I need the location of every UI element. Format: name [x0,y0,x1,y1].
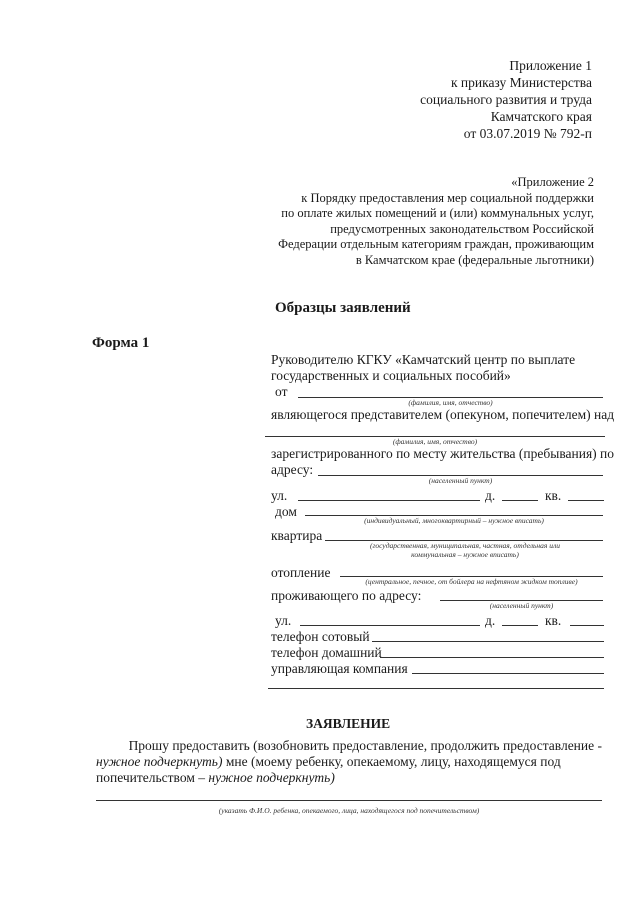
apt-num-line[interactable] [568,500,604,501]
appendix2-line: Федерации отдельным категориям граждан, проживающим [278,237,594,251]
appendix1-line: от 03.07.2019 № 792-п [463,126,592,141]
from-label: от [275,384,288,399]
house2-line[interactable] [502,625,538,626]
house2-label: д. [485,613,496,628]
statement-title: ЗАЯВЛЕНИЕ [306,716,391,731]
street2-label: ул. [275,613,292,628]
appendix1-line: Приложение 1 [509,58,592,73]
home-phone-label: телефон домашний [271,645,382,660]
management-line-2[interactable] [268,688,604,689]
street2-line[interactable] [300,625,480,626]
appendix2-line: предусмотренных законодательством Российской [330,221,594,236]
home-phone-line[interactable] [380,657,604,658]
settlement-hint: (населенный пункт) [428,476,493,485]
apartment-label: квартира [271,528,323,543]
house-label: дом [275,504,297,519]
house-num-line[interactable] [502,500,538,501]
management-label: управляющая компания [271,661,408,676]
house-num-label: д. [485,488,496,503]
appendix2-line: к Порядку предоставления мер социальной поддержки [301,190,594,205]
apartment-hint-line: коммунальная – нужное вписать) [411,550,519,559]
fio-hint: (фамилия, имя, отчество) [408,398,493,407]
statement-paragraph-line [96,753,602,770]
addressee-line: государственных и социальных пособий» [271,368,511,383]
management-line[interactable] [412,673,604,674]
appendix1-line: к приказу Министерства [450,75,592,90]
street-line[interactable] [298,500,480,501]
underline-hint: нужное подчеркнуть) [208,770,335,785]
apartment-type-hint [330,541,600,559]
mobile-line[interactable] [372,641,604,642]
living-label: проживающего по адресу: [271,588,422,603]
apartment-hint-line: (государственная, муниципальная, частная, отдельная или [369,541,561,550]
address-label: адресу: [271,462,314,477]
samples-title: Образцы заявлений [275,300,411,316]
heating-label: отопление [271,565,331,580]
apt-num-label: кв. [545,488,562,503]
addressee-line: Руководителю КГКУ «Камчатский центр по выплате [271,352,576,367]
statement-paragraph-line [96,769,335,786]
appendix2-line: по оплате жилых помещений и (или) коммунальных услуг, [281,206,594,220]
appendix2-line: «Приложение 2 [511,175,594,189]
representative-label: являющегося представителем (опекуном, попечителем) над [271,407,615,422]
mobile-label: телефон сотовый [271,629,370,644]
form-label: Форма 1 [92,335,150,351]
house-type-hint: (индивидуальный, многоквартирный – нужное вписать) [364,516,544,525]
appendix1-line: социального развития и труда [420,92,592,107]
appendix1-line: Камчатского края [490,109,592,124]
heating-hint: (центральное, печное, от бойлера на нефтяном жидком топливе) [365,577,578,586]
appendix1-block [292,57,592,142]
apt2-line[interactable] [570,625,604,626]
ward-fio-hint: (фамилия, имя, отчество) [392,437,478,446]
living-settlement-hint: (населенный пункт) [489,601,554,610]
ward-name-hint: (указать Ф.И.О. ребенка, опекаемого, лица, находящегося под попечительством) [218,806,480,815]
statement-text: попечительством – [96,770,209,785]
underline-hint: нужное подчеркнуть) [96,754,223,769]
appendix2-line: в Камчатском крае (федеральные льготники) [355,252,594,267]
statement-text: мне (моему ребенку, опекаемому, лицу, находящемуся под [222,754,561,769]
apt2-label: кв. [545,613,562,628]
street-label: ул. [271,488,288,503]
statement-paragraph-line: Прошу предоставить (возобновить предоставление, продолжить предоставление - [128,738,602,753]
ward-name-line[interactable] [96,800,602,801]
registered-label: зарегистрированного по месту жительства (пребывания) по [271,446,615,461]
appendix2-block [194,175,594,268]
